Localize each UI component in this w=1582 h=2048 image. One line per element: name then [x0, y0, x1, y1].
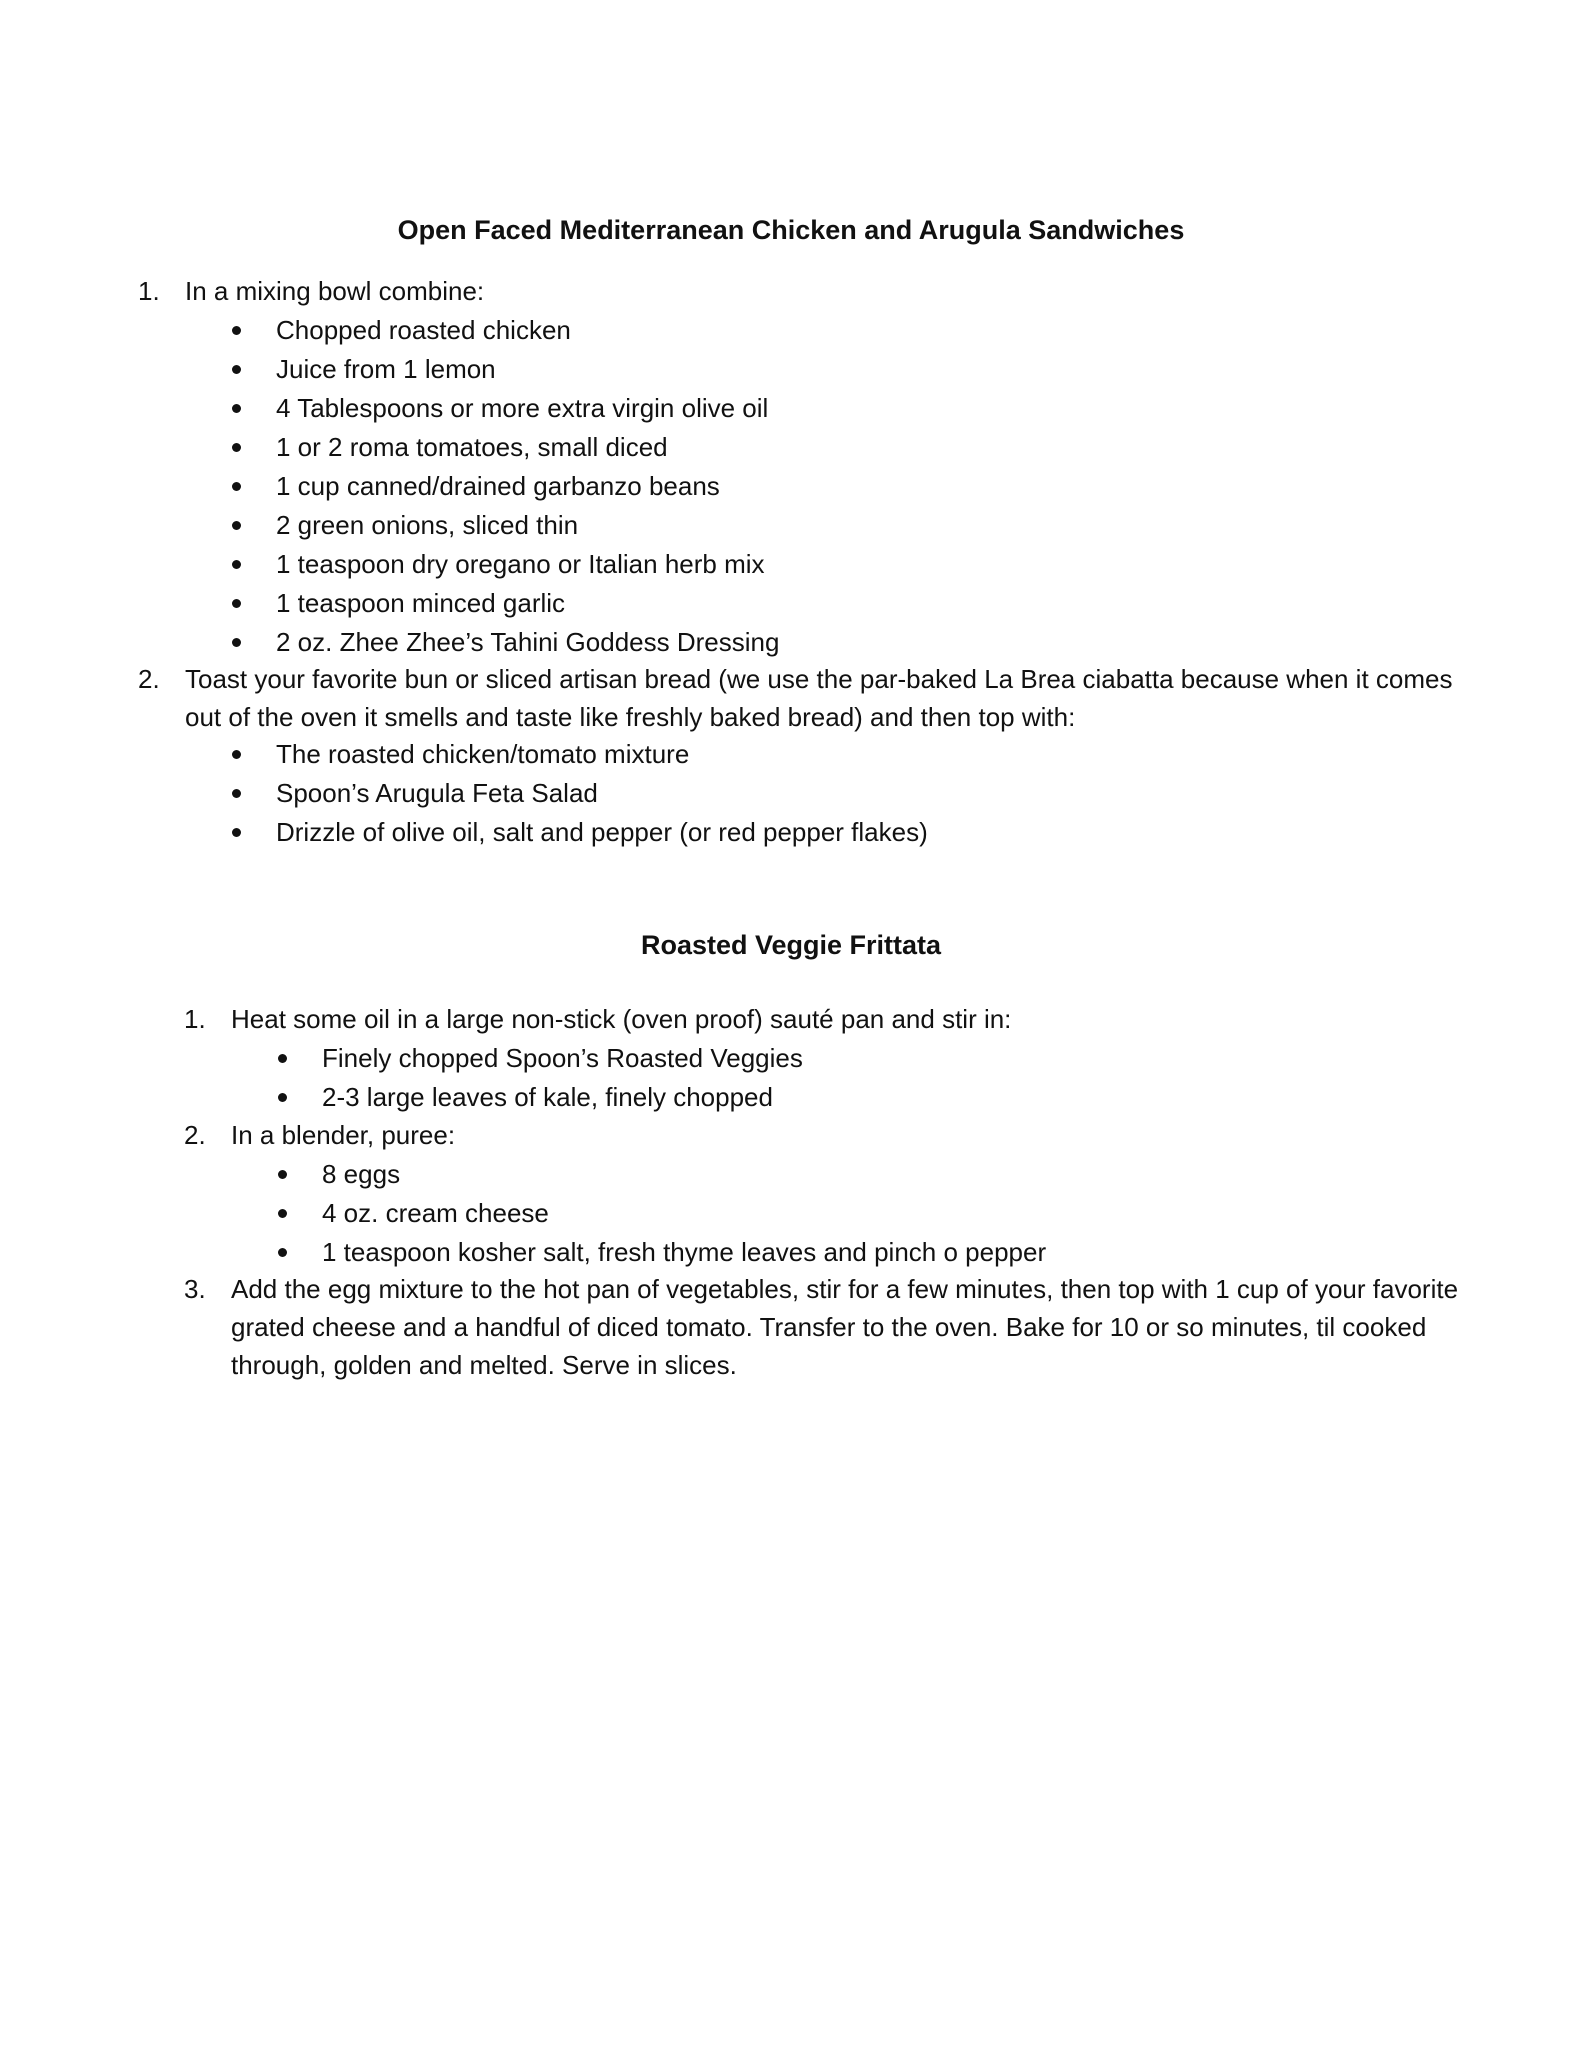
ingredient-text: 1 or 2 roma tomatoes, small diced: [276, 432, 668, 462]
bullet-icon: [278, 1209, 287, 1218]
bullet-icon: [278, 1170, 287, 1179]
step-text: In a blender, puree:: [231, 1120, 456, 1150]
ingredient-text: Spoon’s Arugula Feta Salad: [276, 778, 598, 808]
step-number: 1.: [184, 1004, 206, 1034]
bullet-icon: [232, 599, 241, 608]
bullet-icon: [232, 443, 241, 452]
ingredient-text: The roasted chicken/tomato mixture: [276, 739, 690, 769]
ingredient-text: Juice from 1 lemon: [276, 354, 496, 384]
step-number: 1.: [138, 276, 160, 306]
ingredient-text: 1 cup canned/drained garbanzo beans: [276, 471, 720, 501]
bullet-icon: [232, 638, 241, 647]
ingredient-text: 1 teaspoon kosher salt, fresh thyme leaves and pinch o pepper: [322, 1237, 1047, 1267]
ingredient-text: 1 teaspoon minced garlic: [276, 588, 566, 618]
recipe-step: [184, 1270, 1484, 1384]
ingredient-text: 4 Tablespoons or more extra virgin olive oil: [276, 393, 769, 423]
recipe-step: [138, 660, 1468, 736]
bullet-icon: [232, 828, 241, 837]
bullet-icon: [232, 789, 241, 798]
recipe-step: [184, 1116, 1484, 1154]
step-text: Toast your favorite bun or sliced artisan bread (we use the par-baked La Brea ciabatta because when it comes out of the oven it smells and taste like freshly baked bread) and then top with:: [185, 664, 1453, 732]
ingredient-text: 2-3 large leaves of kale, finely chopped: [322, 1082, 773, 1112]
ingredient-text: 2 green onions, sliced thin: [276, 510, 579, 540]
bullet-icon: [232, 560, 241, 569]
recipe-step: [138, 272, 1468, 310]
ingredient-text: 2 oz. Zhee Zhee’s Tahini Goddess Dressing: [276, 627, 780, 657]
step-number: 2.: [184, 1120, 206, 1150]
step-number: 2.: [138, 664, 160, 694]
ingredient-text: 1 teaspoon dry oregano or Italian herb mix: [276, 549, 765, 579]
step-number: 3.: [184, 1274, 206, 1304]
bullet-icon: [232, 750, 241, 759]
ingredient-text: 4 oz. cream cheese: [322, 1198, 549, 1228]
ingredient-text: 8 eggs: [322, 1159, 401, 1189]
step-text: Add the egg mixture to the hot pan of vegetables, stir for a few minutes, then top with 1 cup of your favorite grated cheese and a handful of diced tomato. Transfer to the oven. Bake for 10 or so minutes, til cooked through, golden and melted. Serve in slices.: [231, 1274, 1459, 1380]
ingredient-text: Finely chopped Spoon’s Roasted Veggies: [322, 1043, 803, 1073]
step-text: In a mixing bowl combine:: [185, 276, 485, 306]
bullet-icon: [232, 365, 241, 374]
recipe-title: Open Faced Mediterranean Chicken and Arugula Sandwiches: [397, 215, 1185, 245]
step-text: Heat some oil in a large non-stick (oven proof) sauté pan and stir in:: [231, 1004, 1012, 1034]
bullet-icon: [232, 521, 241, 530]
ingredient-text: Drizzle of olive oil, salt and pepper (or red pepper flakes): [276, 817, 928, 847]
bullet-icon: [232, 326, 241, 335]
bullet-icon: [232, 404, 241, 413]
bullet-icon: [232, 482, 241, 491]
bullet-icon: [278, 1093, 287, 1102]
ingredient-text: Chopped roasted chicken: [276, 315, 571, 345]
recipe-step: [184, 1000, 1484, 1038]
bullet-icon: [278, 1248, 287, 1257]
bullet-icon: [278, 1054, 287, 1063]
recipe-title: Roasted Veggie Frittata: [640, 930, 942, 960]
